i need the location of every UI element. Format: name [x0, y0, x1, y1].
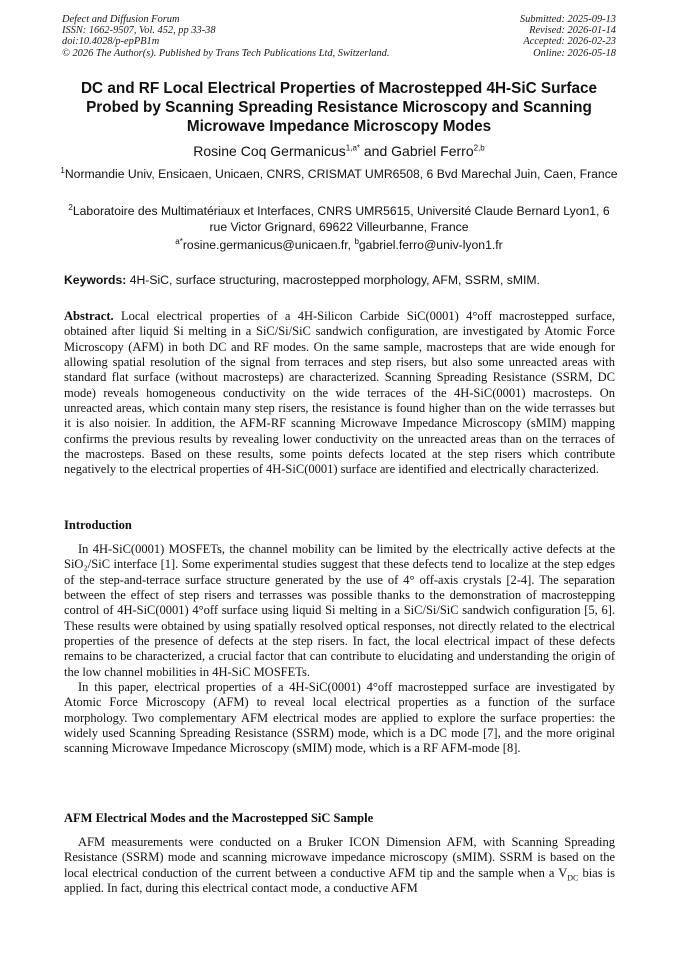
affiliation-1-text: Normandie Univ, Ensicaen, Unicaen, CNRS, CRISMAT UMR6508, 6 Bvd Marechal Juin, Caen, France	[64, 167, 618, 181]
email-b-link[interactable]: gabriel.ferro@univ-lyon1.fr	[358, 238, 503, 252]
online-date: Online: 2026-05-18	[533, 47, 616, 59]
submitted-date: Submitted: 2025-09-13	[519, 14, 616, 25]
afm-paragraph-1-end: bias is applied. In fact, during this electrical contact mode, a conductive AFM	[64, 865, 615, 896]
abstract-label: Abstract.	[64, 309, 114, 323]
author-separator: and	[360, 143, 392, 159]
afm-paragraph-1-start: AFM measurements were conducted on a Bruker ICON Dimension AFM, with Scanning Spreading Resistance (SSRM) mode and scanning microwave impedance microscopy (sMIM). SSRM is based on the local electrical conduction of the current between a conductive AFM tip and the sample when a V	[64, 835, 615, 880]
abstract	[64, 309, 615, 478]
vdc-subscript: DC	[567, 873, 579, 883]
introduction-paragraph-2: In this paper, electrical properties of a 4H-SiC(0001) 4°off macrostepped surface are investigated by Atomic Force Microscopy (AFM) to reveal local electrical properties as a function of the surface morphology. Two complementary AFM electrical modes are applied to explore the surface properties: the widely used Scanning Spreading Resistance (SSRM) mode, which is a DC mode [7], and the more original scanning Microwave Impedance Microscopy (sMIM) mode, which is a RF AFM-mode [8].	[64, 680, 615, 756]
afm-section-body	[64, 835, 615, 896]
author-2-affiliation: 2,b	[473, 143, 485, 153]
revised-date: Revised: 2026-01-14	[529, 25, 616, 37]
author-1-affiliation: 1,a*	[345, 143, 360, 153]
email-a-marker: a*	[175, 236, 183, 246]
affiliation-1	[60, 167, 618, 183]
keywords	[64, 273, 624, 288]
introduction-paragraph-1: In 4H-SiC(0001) MOSFETs, the channel mobility can be limited by the electrically active defects at the SiO₂/SiC interface [1]. Some experimental studies suggest that these defects tend to localize at the step edges of the step-and-terrace surface structure generated by the use of 4° off-axis crystals [2-4]. The separation between the effect of step risers and terrasses was possible thanks to the demonstration of macrostepping control of 4H-SiC(0001) 4°off surface using liquid Si melting in a SiC/Si/SiC sandwich configuration [5, 6]. These results were obtained by using spatially resolved optical responses, not directly related to the electrical properties of the presence of defects at the step risers. In fact, the local electrical impact of these defects remains to be characterized, a crucial factor that can contribute to elucidating and understanding the origin of the low channel mobilities in 4H-SiC MOSFETs.	[64, 542, 615, 679]
introduction-heading: Introduction	[64, 518, 132, 532]
abstract-text: Local electrical properties of a 4H-Silicon Carbide SiC(0001) 4°off macrostepped surface, obtained after liquid Si melting in a SiC/Si/SiC sandwich configuration, are investigated by Atomic Force Microscopy (AFM) in both DC and RF modes. On the same sample, macrosteps that are wide enough for allowing spatial resolution of the signal from terraces and step risers, but also some unreacted areas with standard flat surface (without macrosteps) are characterized. Scanning Spreading Resistance (SSRM, DC mode) reveals homogeneous conductivity on the wide terraces of the 4H-SiC(0001) macrosteps. On unreacted areas, which contain many step risers, the resistance is found higher than on the wide terrasses but it is also noisier. In addition, the AFM-RF scanning Microwave Impedance Microscopy (sMIM) mapping confirms the previous results by revealing lower conductivity on the unreacted areas than on the terraces of the macrosteps. Based on these results, some points defects located at the step risers which contribute negatively to the electrical properties of 4H-SiC(0001) surface are identified and electrically characterized.	[64, 309, 615, 477]
affiliation-2-text: Laboratoire des Multimatériaux et Interfaces, CNRS UMR5615, Université Claude Bernard Lyon1, 6 rue Victor Grignard, 69622 Villeurbanne, France	[72, 204, 610, 234]
keywords-label: Keywords:	[64, 273, 127, 287]
email-line	[60, 238, 618, 253]
email-separator: ,	[347, 238, 355, 252]
affiliation-2	[60, 204, 618, 235]
dates-header	[520, 14, 616, 59]
afm-paragraph-1	[64, 835, 615, 896]
author-1: Rosine Coq Germanicus	[193, 143, 346, 159]
doi-line[interactable]: doi:10.4028/p-epPB1m	[62, 36, 160, 48]
journal-name: Defect and Diffusion Forum	[62, 14, 180, 25]
paper-title: DC and RF Local Electrical Properties of Macrostepped 4H-SiC Surface Probed by Scanning Spreading Resistance Microscopy and Scanning Microwave Impedance Microscopy Modes	[81, 80, 597, 135]
affiliation-1-number: 1	[60, 165, 65, 175]
issn-line[interactable]: ISSN: 1662-9507, Vol. 452, pp 33-38	[62, 25, 216, 37]
affiliation-2-number: 2	[68, 202, 73, 212]
keywords-text: 4H-SiC, surface structuring, macrostepped morphology, AFM, SSRM, sMIM.	[126, 273, 540, 287]
afm-section-heading: AFM Electrical Modes and the Macrostepped SiC Sample	[64, 811, 374, 825]
email-b-marker: b	[354, 236, 359, 246]
introduction-body	[64, 542, 615, 757]
author-2: Gabriel Ferro	[391, 143, 474, 159]
accepted-date: Accepted: 2026-02-23	[523, 36, 616, 48]
journal-header	[62, 14, 389, 59]
email-a-link[interactable]: rosine.germanicus@unicaen.fr	[182, 238, 348, 252]
copyright-line: © 2026 The Author(s). Published by Trans Tech Publications Ltd, Switzerland.	[62, 47, 390, 59]
author-line	[40, 142, 638, 160]
